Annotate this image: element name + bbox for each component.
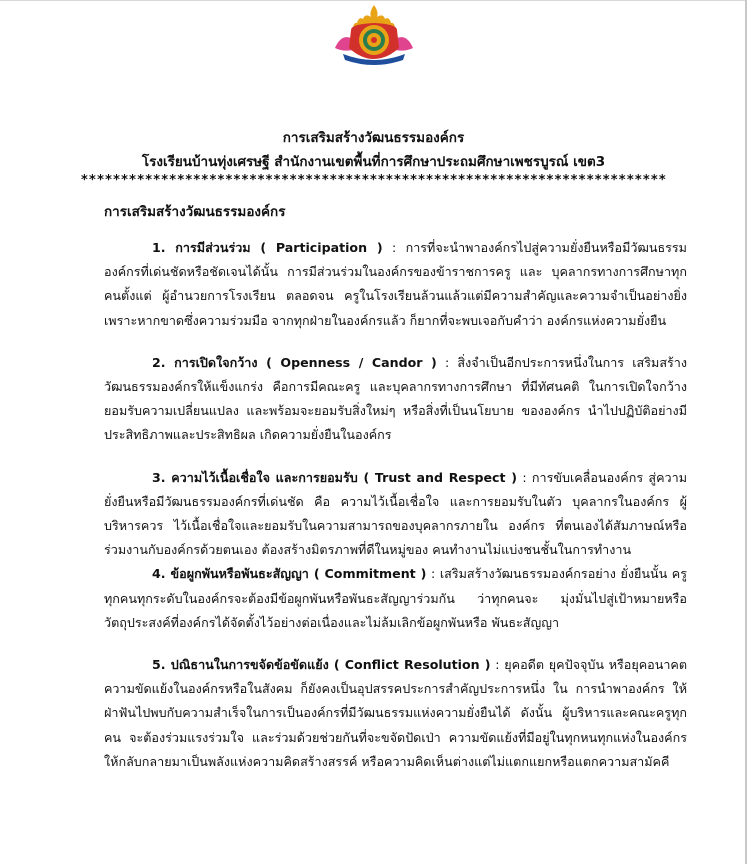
item-body: : สิ่งจำเป็นอีกประการหนึ่งในการ เสริมสร้างวัฒนธรรมองค์กรให้แข็งแกร่ง คือการมีคณะครู และบุคลากรทางการศึกษา ที่มีทัศนคติ ในการเปิดใจกว้างยอมรับความเปลี่ยนแปลง และพร้อมจะยอมรับสิ่งใหม่ๆ หรือสิ่งที่เป็นนโยบาย ขององค์กร นำไปปฏิบัติอย่างมีประสิทธิภาพและประสิทธิผล เกิดความยั่งยืนในองค์กร <box>104 354 687 443</box>
item-body: : การขับเคลื่อนองค์กร สู่ความยั่งยืนหรือมีวัฒนธรรมองค์กรที่เด่นชัด คือ ความไว้เนื้อเชื่อใจ และการยอมรับในตัว บุคลากรในองค์กร ผู้บริหารควร ไว้เนื้อเชื่อใจและยอมรับในความสามารถของบุคลากรภายใน องค์กร ที่ตนเองได้สัมภาษณ์หรือร่วมงานกับองค์กรด้วยตนเอง ต้องสร้างมิตรภาพที่ดีในหมู่ของ คนทำงานไม่แบ่งชนชั้นในการทำงาน <box>104 469 687 558</box>
item-title: 5. ปณิธานในการขจัดข้อขัดแย้ง ( Conflict Resolution ) <box>152 657 491 673</box>
separator-line: ************************************************************************* <box>80 173 667 188</box>
document-body <box>104 236 687 774</box>
item-body: : ยุคอดีต ยุคปัจจุบัน หรือยุคอนาคต ความขัดแย้งในองค์กรหรือในสังคม ก็ยังคงเป็นอุปสรรคประการสำคัญประการหนึ่ง ใน การนำพาองค์กร ให้ฝ่าฟันไปพบกับความสำเร็จในการเป็นองค์กรที่มีวัฒนธรรมแห่งความยั่งยืนได้ ดังนั้น ผู้บริหารและคณะครูทุกคน จะต้องร่วมแรงร่วมใจ และร่วมด้วยช่วยกันที่จะขจัดปัดเป่า ความขัดแย้งที่มีอยู่ในทุกหนทุกแห่งในองค์กร ให้กลับกลายมาเป็นพลังแห่งความคิดสร้างสรรค์ หรือความคิดเห็นต่างแต่ไม่แตกแยกหรือแตกความสามัคคี <box>104 657 688 769</box>
page-top-edge <box>0 0 747 1</box>
item-body: : เสริมสร้างวัฒนธรรมองค์กรอย่าง ยั่งยืนนั้น ครูทุกคนทุกระดับในองค์กรจะต้องมีข้อผูกพันหรือพันธะสัญญาร่วมกัน ว่าทุกคนจะ มุ่งมั่นไปสู่เป้าหมายหรือวัตถุประสงค์ที่องค์กรได้จัดตั้งไว้อย่างต่อเนื่องและไม่ล้มเลิกข้อผูกพันหรือ พันธะสัญญา <box>104 566 687 630</box>
school-emblem-icon <box>331 4 417 66</box>
document-subtitle: โรงเรียนบ้านทุ่งเศรษฐี สำนักงานเขตพื้นที่การศึกษาประถมศึกษาเพชรบูรณ์ เขต3 <box>141 154 606 170</box>
item-title: 4. ข้อผูกพันหรือพันธะสัญญา ( Commitment ) <box>152 566 427 582</box>
paragraph-openness <box>104 351 687 448</box>
paragraph-conflict-resolution <box>104 653 687 774</box>
item-body: : การที่จะนำพาองค์กรไปสู่ความยั่งยืนหรือมีวัฒนธรรมองค์กรที่เด่นชัดหรือชัดเจนได้นั้น การมีส่วนร่วมในองค์กรของข้าราชการครู และ บุคลากรทางการศึกษาทุกคนตั้งแต่ ผู้อำนวยการโรงเรียน ตลอดจน ครูในโรงเรียนล้วนแล้วแต่มีความสำคัญและความจำเป็นอย่างยิ่ง เพราะหากขาดซึ่งความร่วมมือ จากทุกฝ่ายในองค์กรแล้ว ก็ยากที่จะพบเจอกับคำว่า องค์กรแห่งความยั่งยืน <box>104 240 687 328</box>
section-heading: การเสริมสร้างวัฒนธรรมองค์กร <box>104 204 286 220</box>
paragraph-trust <box>104 466 687 563</box>
item-title: 1. การมีส่วนร่วม ( Participation ) <box>152 240 383 255</box>
paragraph-commitment <box>104 562 687 635</box>
item-title: 3. ความไว้เนื้อเชื่อใจ และการยอมรับ ( Trust and Respect ) <box>152 469 517 485</box>
item-title: 2. การเปิดใจกว้าง ( Openness / Candor ) <box>152 354 437 370</box>
document-title: การเสริมสร้างวัฒนธรรมองค์กร <box>282 130 465 146</box>
paragraph-participation <box>104 236 687 333</box>
